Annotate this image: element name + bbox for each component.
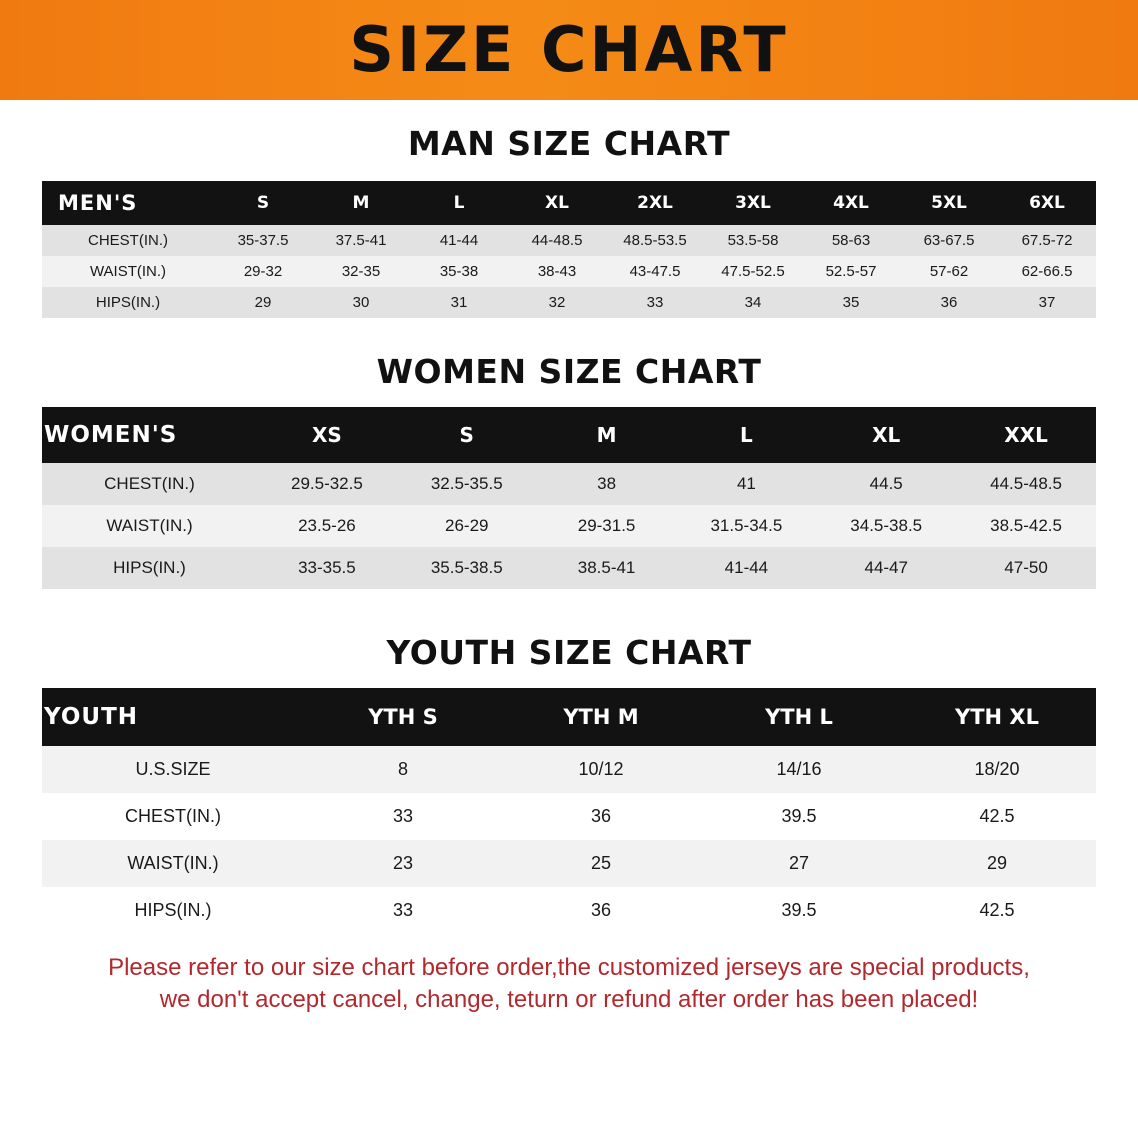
row-label: CHEST(IN.)	[42, 793, 304, 840]
row-label: WAIST(IN.)	[42, 840, 304, 887]
table-cell: 36	[502, 887, 700, 934]
table-header-row	[42, 407, 1096, 463]
men-header-cell: M	[312, 181, 410, 225]
men-header-cell: 3XL	[704, 181, 802, 225]
table-row	[42, 225, 1096, 256]
table-cell: 18/20	[898, 746, 1096, 793]
table-row	[42, 547, 1096, 589]
table-row	[42, 505, 1096, 547]
table-cell: 10/12	[502, 746, 700, 793]
table-cell: 48.5-53.5	[606, 225, 704, 256]
table-cell: 67.5-72	[998, 225, 1096, 256]
table-cell: 25	[502, 840, 700, 887]
table-cell: 47-50	[956, 547, 1096, 589]
table-row	[42, 793, 1096, 840]
youth-size-table	[42, 688, 1096, 934]
table-cell: 39.5	[700, 793, 898, 840]
table-cell: 47.5-52.5	[704, 256, 802, 287]
women-header-cell: M	[537, 407, 677, 463]
row-label: HIPS(IN.)	[42, 287, 214, 318]
youth-header-cell: YTH S	[304, 688, 502, 746]
table-cell: 33	[606, 287, 704, 318]
table-cell: 29.5-32.5	[257, 463, 397, 505]
table-cell: 31.5-34.5	[676, 505, 816, 547]
table-cell: 34	[704, 287, 802, 318]
men-header-cell: 5XL	[900, 181, 998, 225]
youth-section-title: YOUTH SIZE CHART	[386, 633, 752, 672]
table-cell: 26-29	[397, 505, 537, 547]
row-label: CHEST(IN.)	[42, 225, 214, 256]
youth-header-cell: YTH M	[502, 688, 700, 746]
table-cell: 35	[802, 287, 900, 318]
youth-header-label: YOUTH	[42, 688, 304, 746]
table-cell: 23	[304, 840, 502, 887]
table-cell: 33	[304, 887, 502, 934]
table-cell: 38-43	[508, 256, 606, 287]
men-header-cell: L	[410, 181, 508, 225]
women-table-wrap	[42, 407, 1096, 589]
women-size-table	[42, 407, 1096, 589]
table-cell: 31	[410, 287, 508, 318]
table-header-row	[42, 181, 1096, 225]
row-label: CHEST(IN.)	[42, 463, 257, 505]
youth-header-cell: YTH L	[700, 688, 898, 746]
women-header-cell: S	[397, 407, 537, 463]
table-cell: 42.5	[898, 793, 1096, 840]
table-cell: 38.5-41	[537, 547, 677, 589]
table-cell: 32	[508, 287, 606, 318]
table-cell: 41	[676, 463, 816, 505]
table-cell: 30	[312, 287, 410, 318]
women-header-label: WOMEN'S	[42, 407, 257, 463]
table-cell: 38	[537, 463, 677, 505]
table-cell: 39.5	[700, 887, 898, 934]
table-cell: 62-66.5	[998, 256, 1096, 287]
table-cell: 53.5-58	[704, 225, 802, 256]
table-cell: 44-47	[816, 547, 956, 589]
man-table-wrap	[42, 181, 1096, 318]
row-label: WAIST(IN.)	[42, 256, 214, 287]
table-cell: 14/16	[700, 746, 898, 793]
table-cell: 38.5-42.5	[956, 505, 1096, 547]
table-cell: 63-67.5	[900, 225, 998, 256]
row-label: HIPS(IN.)	[42, 887, 304, 934]
page-title: SIZE CHART	[349, 13, 789, 86]
table-cell: 35.5-38.5	[397, 547, 537, 589]
table-cell: 52.5-57	[802, 256, 900, 287]
table-row	[42, 256, 1096, 287]
table-cell: 37	[998, 287, 1096, 318]
table-cell: 44.5-48.5	[956, 463, 1096, 505]
men-header-cell: XL	[508, 181, 606, 225]
table-cell: 29	[898, 840, 1096, 887]
row-label: WAIST(IN.)	[42, 505, 257, 547]
table-cell: 44.5	[816, 463, 956, 505]
table-row	[42, 287, 1096, 318]
row-label: U.S.SIZE	[42, 746, 304, 793]
table-cell: 29-31.5	[537, 505, 677, 547]
man-size-table	[42, 181, 1096, 318]
table-cell: 34.5-38.5	[816, 505, 956, 547]
table-cell: 57-62	[900, 256, 998, 287]
men-header-cell: S	[214, 181, 312, 225]
table-header-row	[42, 688, 1096, 746]
table-row	[42, 746, 1096, 793]
policy-note-line-1: Please refer to our size chart before order,the customized jerseys are special products,	[108, 954, 1030, 981]
table-cell: 37.5-41	[312, 225, 410, 256]
table-cell: 58-63	[802, 225, 900, 256]
table-cell: 41-44	[676, 547, 816, 589]
table-cell: 32.5-35.5	[397, 463, 537, 505]
banner	[0, 0, 1138, 100]
table-cell: 35-37.5	[214, 225, 312, 256]
table-cell: 32-35	[312, 256, 410, 287]
men-header-cell: 4XL	[802, 181, 900, 225]
table-cell: 43-47.5	[606, 256, 704, 287]
table-cell: 35-38	[410, 256, 508, 287]
man-section-title: MAN SIZE CHART	[407, 124, 731, 163]
table-cell: 42.5	[898, 887, 1096, 934]
table-cell: 29	[214, 287, 312, 318]
men-header-label: MEN'S	[42, 181, 214, 225]
table-cell: 29-32	[214, 256, 312, 287]
table-cell: 23.5-26	[257, 505, 397, 547]
table-cell: 36	[502, 793, 700, 840]
table-row	[42, 887, 1096, 934]
women-section-title: WOMEN SIZE CHART	[376, 352, 762, 391]
row-label: HIPS(IN.)	[42, 547, 257, 589]
women-header-cell: XL	[816, 407, 956, 463]
men-header-cell: 6XL	[998, 181, 1096, 225]
table-cell: 33-35.5	[257, 547, 397, 589]
policy-note	[40, 952, 1098, 1017]
women-header-cell: XS	[257, 407, 397, 463]
men-header-cell: 2XL	[606, 181, 704, 225]
table-cell: 33	[304, 793, 502, 840]
table-row	[42, 840, 1096, 887]
table-cell: 44-48.5	[508, 225, 606, 256]
policy-note-line-2: we don't accept cancel, change, teturn or refund after order has been placed!	[159, 986, 979, 1014]
table-cell: 8	[304, 746, 502, 793]
women-header-cell: XXL	[956, 407, 1096, 463]
table-cell: 36	[900, 287, 998, 318]
youth-table-wrap	[42, 688, 1096, 934]
table-cell: 41-44	[410, 225, 508, 256]
table-cell: 27	[700, 840, 898, 887]
table-row	[42, 463, 1096, 505]
women-header-cell: L	[676, 407, 816, 463]
youth-header-cell: YTH XL	[898, 688, 1096, 746]
